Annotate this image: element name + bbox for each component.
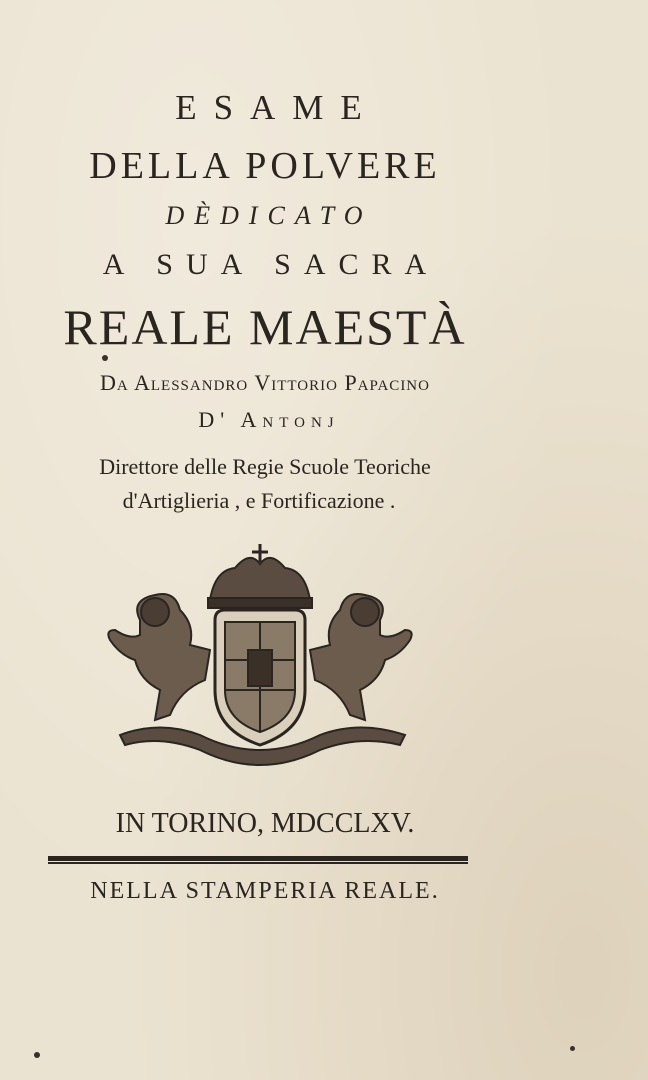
imprint-place: IN TORINO, MDCCLXV. [115,808,415,839]
title-line-esame: ESAME [175,88,379,127]
ink-spot [102,355,108,361]
title-line-sua-sacra: A SUA SACRA [102,248,440,281]
title-line-della-polvere: DELLA POLVERE [89,145,441,187]
author-line: Da Alessandro Vittorio Papacino [100,370,430,395]
role-line-1: Direttore delle Regie Scuole Teoriche [99,454,431,479]
title-line-dedicato: DÈDICATO [165,201,373,230]
ink-spot [570,1046,575,1051]
role-line-2: d'Artiglieria , e Fortificazione . [122,488,396,513]
ink-spot [34,1052,40,1058]
coat-of-arms-icon [100,540,420,780]
divider-rule [48,856,468,864]
title-line-reale-maesta: REALE MAESTÀ [63,299,467,355]
author-line-2: D' Antonj [198,407,340,432]
imprint-printer: NELLA STAMPERIA REALE. [90,878,440,904]
